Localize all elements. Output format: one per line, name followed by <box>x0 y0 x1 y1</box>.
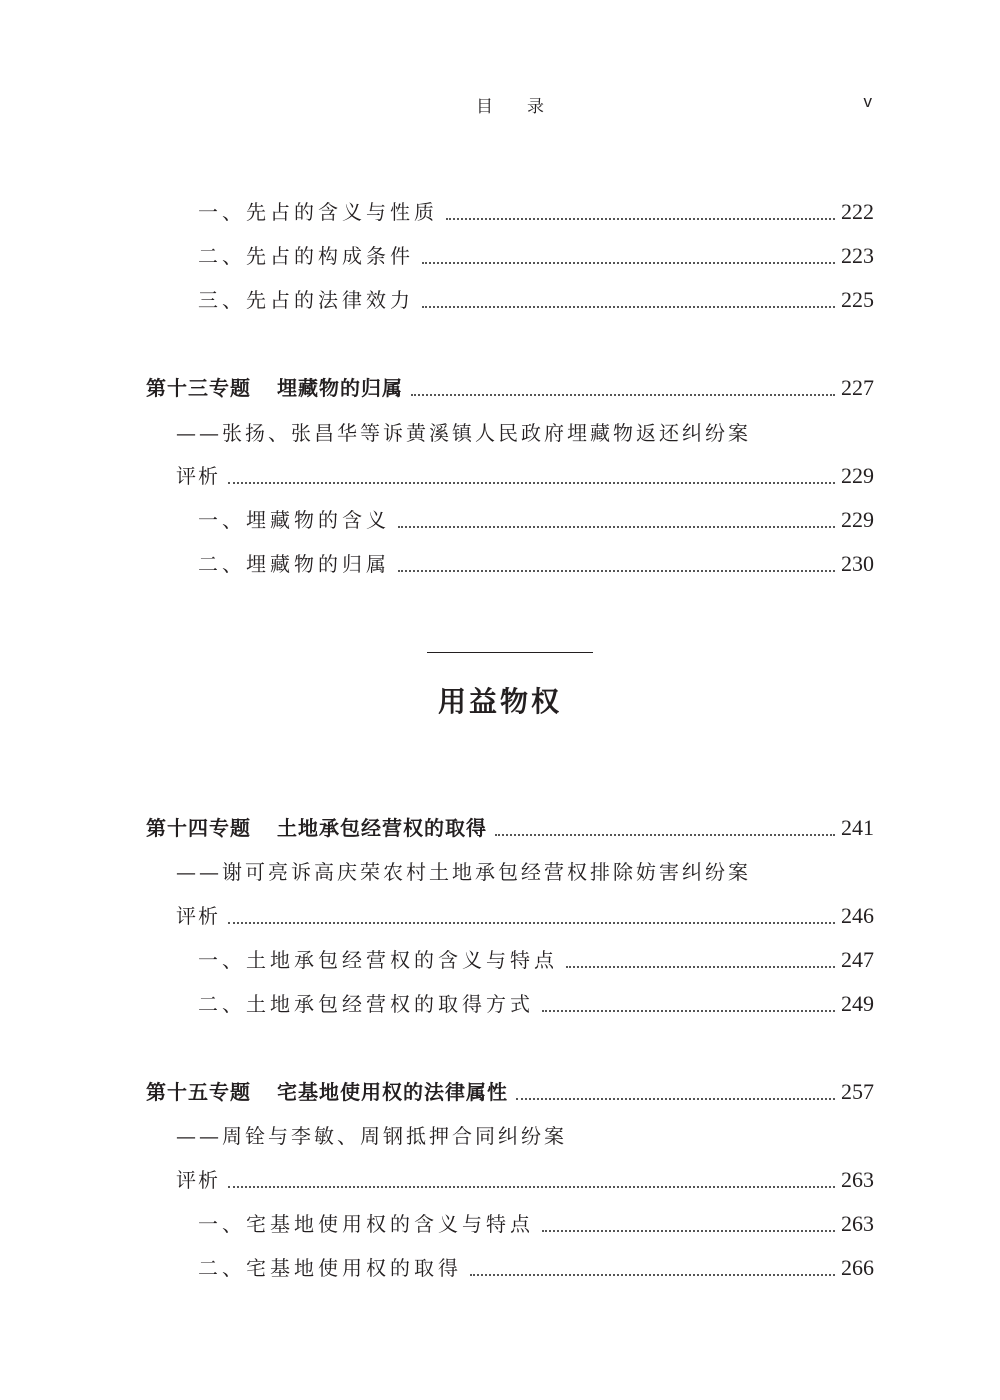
topic-number: 第十四专题 <box>146 816 251 840</box>
toc-entry-label: 评析 <box>176 904 220 928</box>
running-head-title: 目录 <box>476 97 578 117</box>
toc-entry-page: 257 <box>841 1079 874 1104</box>
dot-leader <box>542 1010 835 1012</box>
topic-heading <box>146 813 487 843</box>
running-head-page-number: v <box>863 92 872 111</box>
topic-title: 宅基地使用权的法律属性 <box>277 1080 508 1104</box>
dot-leader <box>516 1098 835 1100</box>
case-subtitle: ——周铨与李敏、周钢抵押合同纠纷案 <box>176 1124 567 1148</box>
topic-title: 埋藏物的归属 <box>277 376 403 400</box>
toc-entry-page: 263 <box>841 1167 874 1192</box>
dot-leader <box>398 570 835 572</box>
toc-topic-15 <box>146 1077 874 1107</box>
toc-entry-homestead-meaning <box>198 1209 874 1239</box>
toc-entry-page: 241 <box>841 815 874 840</box>
dot-leader <box>542 1230 835 1232</box>
toc-entry-page: 229 <box>841 507 874 532</box>
toc-entry-page: 222 <box>841 199 874 224</box>
toc-entry-page: 227 <box>841 375 874 400</box>
toc-entry-page: 230 <box>841 551 874 576</box>
toc-entry-label: 三、先占的法律效力 <box>198 288 414 312</box>
toc-entry-analysis <box>176 1165 874 1195</box>
toc-entry-land-contract-meaning <box>198 945 874 975</box>
toc-entry-land-contract-acquisition <box>198 989 874 1019</box>
running-head <box>0 92 1000 116</box>
topic-number: 第十五专题 <box>146 1080 251 1104</box>
topic-title: 土地承包经营权的取得 <box>277 816 487 840</box>
topic-number: 第十三专题 <box>146 376 251 400</box>
dot-leader <box>228 1186 835 1188</box>
toc-entry-label: 一、先占的含义与性质 <box>198 200 438 224</box>
toc-entry-label: 评析 <box>176 464 220 488</box>
dot-leader <box>566 966 835 968</box>
toc-entry-page: 225 <box>841 287 874 312</box>
toc-entry-page: 266 <box>841 1255 874 1280</box>
toc-entry-label: 一、宅基地使用权的含义与特点 <box>198 1212 534 1236</box>
toc-entry-page: 246 <box>841 903 874 928</box>
toc-entry-occupation-meaning <box>198 197 874 227</box>
toc-entry-page: 229 <box>841 463 874 488</box>
toc-topic-14 <box>146 813 874 843</box>
toc-entry-label: 一、埋藏物的含义 <box>198 508 390 532</box>
toc-entry-occupation-conditions <box>198 241 874 271</box>
toc-entry-analysis <box>176 461 874 491</box>
dot-leader <box>228 482 835 484</box>
toc-entry-homestead-acquisition <box>198 1253 874 1283</box>
part-divider <box>427 652 593 653</box>
toc-entry-label: 二、埋藏物的归属 <box>198 552 390 576</box>
dot-leader <box>470 1274 835 1276</box>
toc-topic-13 <box>146 373 874 403</box>
topic-heading <box>146 373 403 403</box>
case-subtitle: ——张扬、张昌华等诉黄溪镇人民政府埋藏物返还纠纷案 <box>176 421 751 445</box>
dot-leader <box>446 218 835 220</box>
dot-leader <box>495 834 835 836</box>
toc-entry-occupation-effect <box>198 285 874 315</box>
case-subtitle: ——谢可亮诉高庆荣农村土地承包经营权排除妨害纠纷案 <box>176 860 751 884</box>
toc-entry-page: 263 <box>841 1211 874 1236</box>
dot-leader <box>228 922 835 924</box>
dot-leader <box>422 262 835 264</box>
toc-entry-page: 249 <box>841 991 874 1016</box>
toc-entry-label: 二、土地承包经营权的取得方式 <box>198 992 534 1016</box>
topic-heading <box>146 1077 508 1107</box>
toc-entry-page: 247 <box>841 947 874 972</box>
toc-entry-label: 一、土地承包经营权的含义与特点 <box>198 948 558 972</box>
dot-leader <box>398 526 835 528</box>
toc-entry-label: 评析 <box>176 1168 220 1192</box>
toc-entry-label: 二、宅基地使用权的取得 <box>198 1256 462 1280</box>
toc-entry-buried-meaning <box>198 505 874 535</box>
toc-entry-analysis <box>176 901 874 931</box>
toc-entry-label: 二、先占的构成条件 <box>198 244 414 268</box>
toc-entry-buried-ownership <box>198 549 874 579</box>
dot-leader <box>411 394 835 396</box>
part-title: 用益物权 <box>437 685 562 718</box>
dot-leader <box>422 306 835 308</box>
toc-entry-page: 223 <box>841 243 874 268</box>
